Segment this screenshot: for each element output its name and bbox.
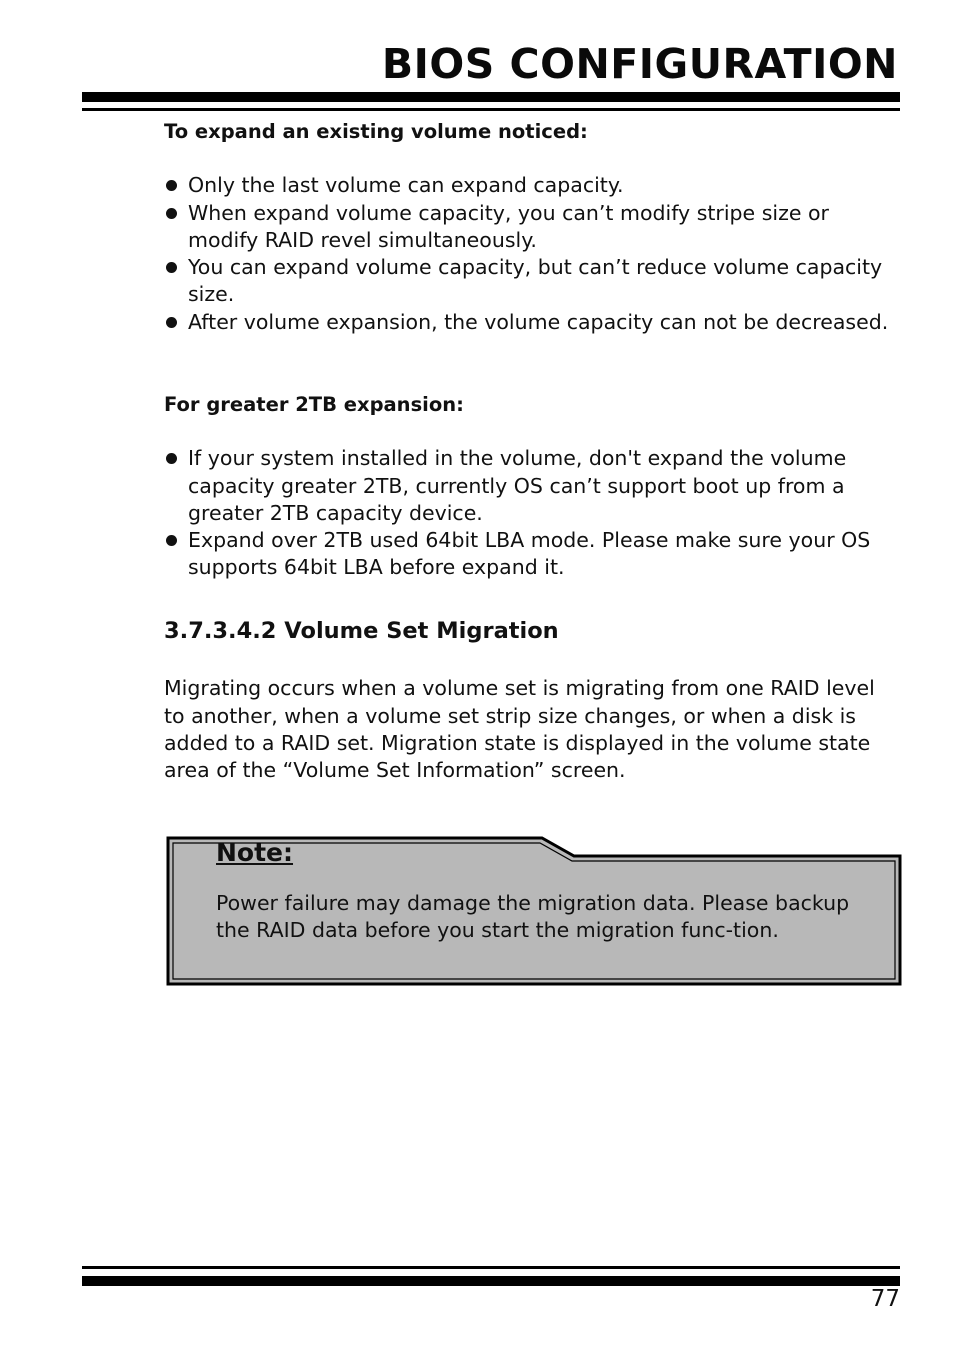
- expand-notice-heading: To expand an existing volume noticed:: [164, 120, 588, 143]
- list-item: If your system installed in the volume, don't expand the volume capacity greater 2TB, currently OS can’t support boot up from a greater 2TB capacity device.: [164, 445, 900, 527]
- note-title: Note:: [216, 838, 294, 867]
- expand-notice-list: [164, 172, 900, 336]
- greater-2tb-heading: For greater 2TB expansion:: [164, 393, 464, 416]
- bullet-icon: [166, 208, 177, 219]
- list-item: You can expand volume capacity, but can’t reduce volume capacity size.: [164, 254, 900, 309]
- note-text: Power failure may damage the migration data. Please backup the RAID data before you start the migration func-tion.: [216, 891, 850, 943]
- greater-2tb-section: [164, 391, 900, 582]
- page-number: 77: [870, 1286, 900, 1312]
- bullet-icon: [166, 180, 177, 191]
- footer-rule-thin: [82, 1266, 900, 1269]
- section-title: 3.7.3.4.2 Volume Set Migration: [164, 618, 559, 644]
- header-rule-thick: [82, 92, 900, 102]
- header-title: BIOS CONFIGURATION: [381, 40, 898, 88]
- footer-rule-thick: [82, 1276, 900, 1286]
- list-item: Only the last volume can expand capacity.: [164, 172, 900, 199]
- migration-section: [164, 618, 900, 784]
- bullet-icon: [166, 317, 177, 328]
- note-box: [166, 836, 902, 986]
- migration-paragraph: Migrating occurs when a volume set is migrating from one RAID level to another, when a volume set strip size changes, or when a disk is added to a RAID set. Migration state is displayed in the volume state area of the “Volume Set Information” screen.: [164, 676, 875, 783]
- bullet-icon: [166, 535, 177, 546]
- expand-notice-section: [164, 118, 900, 336]
- greater-2tb-list: [164, 445, 900, 581]
- bullet-icon: [166, 262, 177, 273]
- list-item: After volume expansion, the volume capacity can not be decreased.: [164, 309, 900, 336]
- list-item: When expand volume capacity, you can’t modify stripe size or modify RAID revel simultaneously.: [164, 200, 900, 255]
- bullet-icon: [166, 453, 177, 464]
- header-rule-thin: [82, 108, 900, 111]
- list-item: Expand over 2TB used 64bit LBA mode. Please make sure your OS supports 64bit LBA before expand it.: [164, 527, 900, 582]
